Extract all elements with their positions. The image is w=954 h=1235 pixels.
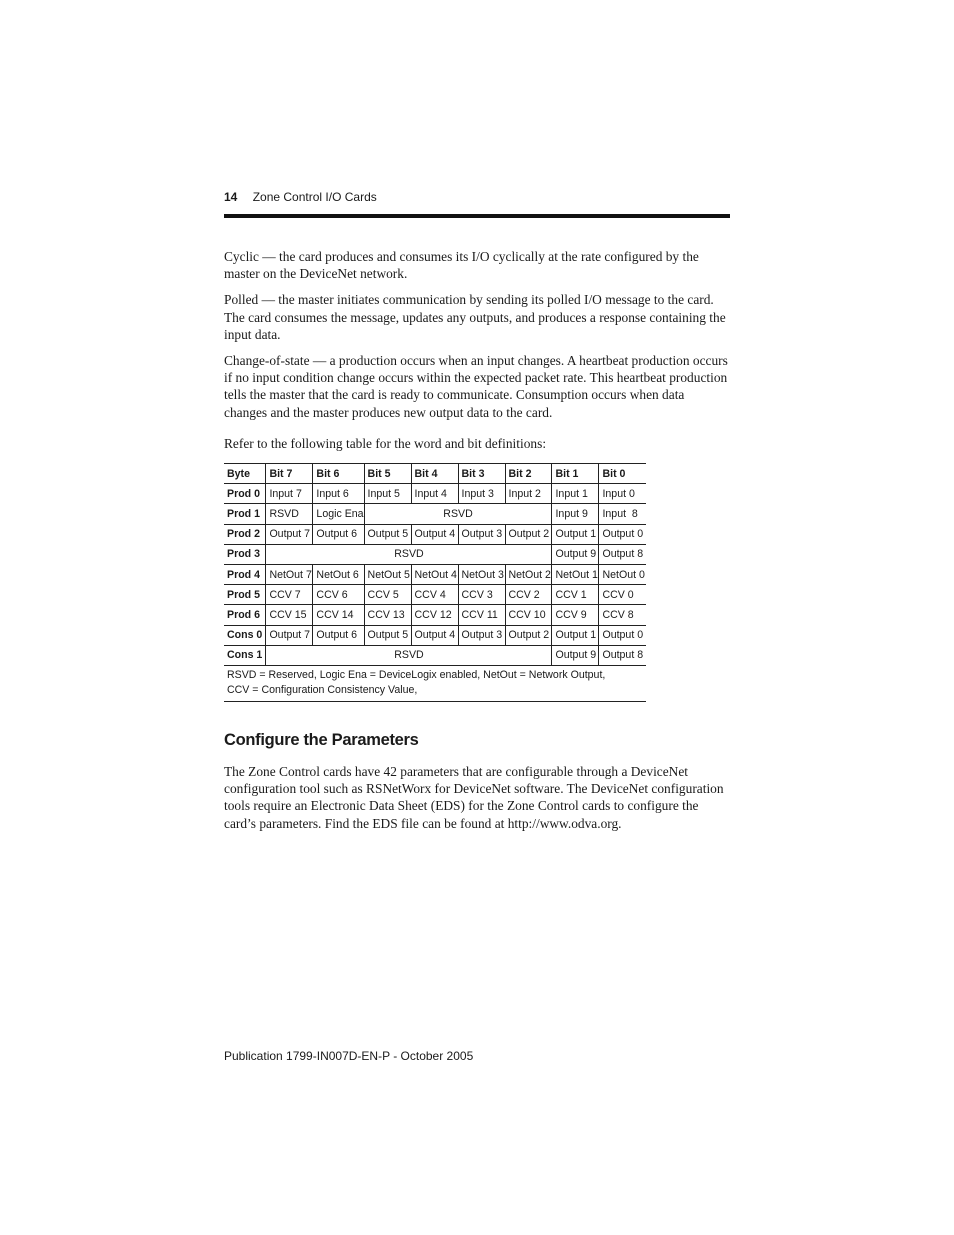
- table-cell: Input 6: [313, 484, 364, 504]
- table-cell: NetOut 2: [505, 564, 552, 584]
- bit-definition-table: [224, 463, 646, 702]
- table-cell-merged: RSVD: [266, 544, 552, 564]
- table-header-cell: Bit 2: [505, 464, 552, 484]
- publication-footer: Publication 1799-IN007D-EN-P - October 2005: [224, 1049, 474, 1063]
- table-cell: Output 7: [266, 524, 313, 544]
- table-cell: Output 4: [411, 524, 458, 544]
- table-cell: CCV 14: [313, 605, 364, 625]
- footnote-line: CCV = Configuration Consistency Value,: [227, 683, 418, 696]
- table-cell: CCV 6: [313, 585, 364, 605]
- table-cell: Input 9: [552, 504, 599, 524]
- table-header-cell: Bit 0: [599, 464, 646, 484]
- byte-label: Prod 2: [224, 524, 266, 544]
- table-cell: Input 7: [266, 484, 313, 504]
- table-row: [224, 504, 646, 524]
- table-cell: CCV 0: [599, 585, 646, 605]
- table-cell: Output 0: [599, 625, 646, 645]
- byte-label: Prod 0: [224, 484, 266, 504]
- running-header: [224, 190, 377, 204]
- table-cell: Output 9: [552, 544, 599, 564]
- table-header-row: [224, 464, 646, 484]
- table-footnote: [224, 665, 646, 701]
- table-cell-merged: RSVD: [364, 504, 552, 524]
- table-cell: NetOut 3: [458, 564, 505, 584]
- body-text: [224, 248, 730, 461]
- table-cell: Input 4: [411, 484, 458, 504]
- table-cell: CCV 1: [552, 585, 599, 605]
- table-row: [224, 484, 646, 504]
- table-cell: Output 9: [552, 645, 599, 665]
- section-body: [224, 763, 730, 832]
- table-cell: CCV 10: [505, 605, 552, 625]
- header-rule: [224, 214, 730, 218]
- table-cell: NetOut 4: [411, 564, 458, 584]
- byte-label: Cons 0: [224, 625, 266, 645]
- table-header-cell: Bit 5: [364, 464, 411, 484]
- table-cell: Output 8: [599, 544, 646, 564]
- table-row: [224, 585, 646, 605]
- table-cell: CCV 8: [599, 605, 646, 625]
- table-header-cell: Bit 4: [411, 464, 458, 484]
- table-cell: NetOut 5: [364, 564, 411, 584]
- table-cell: CCV 13: [364, 605, 411, 625]
- table-header-cell: Bit 1: [552, 464, 599, 484]
- table-cell: Output 5: [364, 625, 411, 645]
- table-cell: Input 2: [505, 484, 552, 504]
- table-cell: Output 2: [505, 524, 552, 544]
- table-cell: Output 8: [599, 645, 646, 665]
- table-cell: Input 1: [552, 484, 599, 504]
- table-cell: Output 6: [313, 625, 364, 645]
- table-cell: NetOut 0: [599, 564, 646, 584]
- table-cell: Output 0: [599, 524, 646, 544]
- paragraph-cyclic: Cyclic — the card produces and consumes its I/O cyclically at the rate configured by the master on the DeviceNet network.: [224, 249, 699, 282]
- table-cell: Output 5: [364, 524, 411, 544]
- table-cell: NetOut 1: [552, 564, 599, 584]
- table-cell: Output 6: [313, 524, 364, 544]
- table-cell: NetOut 7: [266, 564, 313, 584]
- table-header-cell: Bit 6: [313, 464, 364, 484]
- table-cell: Input 3: [458, 484, 505, 504]
- table-cell: Input 8: [599, 504, 646, 524]
- table-row: [224, 524, 646, 544]
- footnote-line: RSVD = Reserved, Logic Ena = DeviceLogix enabled, NetOut = Network Output,: [227, 668, 606, 681]
- table-cell: CCV 5: [364, 585, 411, 605]
- table-row: [224, 564, 646, 584]
- byte-label: Prod 6: [224, 605, 266, 625]
- table-cell-merged: RSVD: [266, 645, 552, 665]
- table-cell: Output 7: [266, 625, 313, 645]
- table-cell: Output 3: [458, 524, 505, 544]
- table-cell: Output 2: [505, 625, 552, 645]
- table-cell: RSVD: [266, 504, 313, 524]
- paragraph-parameters: The Zone Control cards have 42 parameters that are configurable through a DeviceNet configuration tool such as RSNetWorx for DeviceNet software. The DeviceNet configuration tools require an Electronic Data Sheet (EDS) for the Zone Control cards to configure the card’s parameters. Find the EDS file can be found at http://www.odva.org.: [224, 764, 724, 831]
- table-cell: CCV 3: [458, 585, 505, 605]
- table-row: [224, 625, 646, 645]
- table-header-cell: Bit 7: [266, 464, 313, 484]
- table-row: [224, 605, 646, 625]
- table-cell: Output 3: [458, 625, 505, 645]
- table-cell: CCV 4: [411, 585, 458, 605]
- paragraph-change-of-state: Change-of-state — a production occurs when an input changes. A heartbeat production occurs if no input condition change occurs within the expected packet rate. This heartbeat production tells the master that the card is ready to communicate. Consumption occurs when data changes and the master produces new output data to the card.: [224, 353, 728, 420]
- table-cell: Output 1: [552, 625, 599, 645]
- section-heading: Configure the Parameters: [224, 731, 419, 749]
- table-cell: Output 4: [411, 625, 458, 645]
- byte-label: Prod 5: [224, 585, 266, 605]
- table-cell: NetOut 6: [313, 564, 364, 584]
- page-number: 14: [224, 190, 238, 204]
- byte-label: Prod 1: [224, 504, 266, 524]
- paragraph-polled: Polled — the master initiates communication by sending its polled I/O message to the card. The card consumes the message, updates any outputs, and produces a response containing the input data.: [224, 292, 726, 342]
- table-footnote-row: [224, 665, 646, 701]
- running-title: Zone Control I/O Cards: [252, 190, 377, 204]
- paragraph-table-intro: Refer to the following table for the word and bit definitions:: [224, 435, 547, 451]
- table-cell: CCV 2: [505, 585, 552, 605]
- byte-label: Cons 1: [224, 645, 266, 665]
- table-cell: CCV 7: [266, 585, 313, 605]
- byte-label: Prod 4: [224, 564, 266, 584]
- table-cell: Input 5: [364, 484, 411, 504]
- table-header-cell: Byte: [224, 464, 266, 484]
- table-cell: CCV 9: [552, 605, 599, 625]
- table-cell: CCV 12: [411, 605, 458, 625]
- table-cell: Output 1: [552, 524, 599, 544]
- byte-label: Prod 3: [224, 544, 266, 564]
- table-header-cell: Bit 3: [458, 464, 505, 484]
- table-cell: Input 0: [599, 484, 646, 504]
- table-cell: Logic Ena: [313, 504, 364, 524]
- table-cell: CCV 11: [458, 605, 505, 625]
- table-row: [224, 645, 646, 665]
- table-cell: CCV 15: [266, 605, 313, 625]
- table-row: [224, 544, 646, 564]
